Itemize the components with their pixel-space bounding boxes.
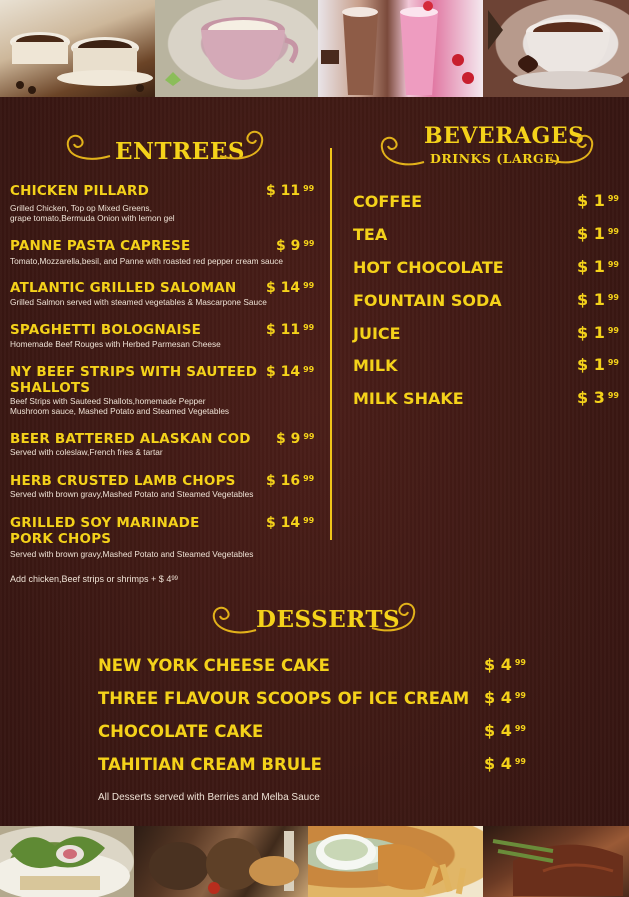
beverage-name: JUICE bbox=[353, 324, 401, 343]
column-divider bbox=[330, 148, 332, 540]
milkshakes-illustration bbox=[318, 0, 483, 97]
entree-price: $ 11 $^{99}$ bbox=[266, 322, 315, 338]
desserts-heading: DESSERTS bbox=[256, 606, 401, 633]
entree-name: NY BEEF STRIPS WITH SAUTEED SHALLOTS bbox=[10, 364, 258, 396]
beverage-price: $ 1 $^{99}$ bbox=[577, 191, 619, 210]
beverage-price: $ 1 $^{99}$ bbox=[577, 290, 619, 309]
entree-price: $ 9 $^{99}$ bbox=[276, 431, 315, 447]
addon-note: Add chicken,Beef strips or shrimps + $ $4^{99}$ bbox=[10, 574, 179, 584]
beverage-price: $ 1 $^{99}$ bbox=[577, 257, 619, 276]
dessert-price: $ 4 $^{99}$ bbox=[484, 655, 526, 674]
hot-chocolate-photo bbox=[483, 0, 629, 97]
milkshakes-photo bbox=[318, 0, 483, 97]
beverage-name: MILK bbox=[353, 356, 398, 375]
entree-name: GRILLED SOY MARINADE PORK CHOPS bbox=[10, 515, 200, 547]
entree-name: HERB CRUSTED LAMB CHOPS bbox=[10, 473, 236, 489]
beverages-heading: BEVERAGES bbox=[424, 123, 585, 149]
beverages-subheading: DRINKS (LARGE) bbox=[430, 151, 561, 166]
coffee-cups-photo bbox=[0, 0, 155, 97]
dessert-name: TAHITIAN CREAM BRULE bbox=[98, 755, 322, 774]
entree-name: SPAGHETTI BOLOGNAISE bbox=[10, 322, 202, 338]
salad-photo bbox=[0, 826, 134, 897]
entree-description: Beef Strips with Sauteed Shallots,homemade Pepper Mushroom sauce, Mashed Potato and Steamed Vegetables bbox=[10, 396, 230, 416]
dessert-name: CHOCOLATE CAKE bbox=[98, 722, 264, 741]
entrees-heading: ENTREES bbox=[115, 138, 245, 165]
milk-tea-photo bbox=[155, 0, 318, 97]
coffee-cups-illustration bbox=[0, 0, 155, 97]
dessert-price: $ 4 $^{99}$ bbox=[484, 688, 526, 707]
beverage-name: MILK SHAKE bbox=[353, 389, 464, 408]
beverage-price: $ 1 $^{99}$ bbox=[577, 355, 619, 374]
bottom-photo-strip bbox=[0, 826, 629, 897]
hot-chocolate-illustration bbox=[483, 0, 629, 97]
steak-photo bbox=[483, 826, 629, 897]
entree-description: Served with coleslaw,French fries & tartar bbox=[10, 447, 163, 457]
entree-price: $ 14 $^{99}$ bbox=[266, 364, 315, 380]
fish-and-chips-illustration bbox=[308, 826, 483, 897]
entree-description: Served with brown gravy,Mashed Potato and Steamed Vegetables bbox=[10, 549, 254, 559]
beverage-price: $ 1 $^{99}$ bbox=[577, 323, 619, 342]
entree-name: PANNE PASTA CAPRESE bbox=[10, 238, 191, 254]
dessert-price: $ 4 $^{99}$ bbox=[484, 721, 526, 740]
beverage-name: FOUNTAIN SODA bbox=[353, 291, 502, 310]
beverages-left-flourish bbox=[376, 130, 426, 170]
entree-description: Homemade Beef Rouges with Herbed Parmesan Cheese bbox=[10, 339, 221, 349]
dessert-name: THREE FLAVOUR SCOOPS OF ICE CREAM bbox=[98, 689, 470, 708]
entree-price: $ 14 $^{99}$ bbox=[266, 280, 315, 296]
desserts-note: All Desserts served with Berries and Melba Sauce bbox=[98, 792, 320, 803]
beverages-right-flourish bbox=[548, 128, 600, 168]
beverage-price: $ 1 $^{99}$ bbox=[577, 224, 619, 243]
desserts-left-flourish bbox=[206, 600, 258, 638]
entree-description: Served with brown gravy,Mashed Potato and Steamed Vegetables bbox=[10, 489, 254, 499]
salad-illustration bbox=[0, 826, 134, 897]
steak-illustration bbox=[483, 826, 629, 897]
fish-and-chips-photo bbox=[308, 826, 483, 897]
beverage-name: HOT CHOCOLATE bbox=[353, 258, 504, 277]
entrees-left-flourish bbox=[60, 128, 112, 164]
dessert-name: NEW YORK CHEESE CAKE bbox=[98, 656, 330, 675]
entree-price: $ 16 $^{99}$ bbox=[266, 473, 315, 489]
entree-description: Tomato,Mozzarella,besil, and Panne with roasted red pepper cream sauce bbox=[10, 256, 284, 266]
lamb-chops-illustration bbox=[134, 826, 308, 897]
lamb-chops-photo bbox=[134, 826, 308, 897]
entree-price: $ 9 $^{99}$ bbox=[276, 238, 315, 254]
milk-tea-illustration bbox=[155, 0, 318, 97]
entree-name: CHICKEN PILLARD bbox=[10, 183, 149, 199]
entrees-right-flourish bbox=[218, 124, 270, 164]
entree-name: BEER BATTERED ALASKAN COD bbox=[10, 431, 251, 447]
beverage-name: TEA bbox=[353, 225, 388, 244]
top-photo-strip bbox=[0, 0, 629, 97]
entree-description: Grilled Salmon served with steamed vegetables & Mascarpone Sauce bbox=[10, 297, 267, 307]
entree-price: $ 14 $^{99}$ bbox=[266, 515, 315, 531]
beverage-price: $ 3 $^{99}$ bbox=[577, 388, 619, 407]
beverage-name: COFFEE bbox=[353, 192, 423, 211]
entree-name: ATLANTIC GRILLED SALOMAN bbox=[10, 280, 237, 296]
entree-description: Grilled Chicken, Top op Mixed Greens, grape tomato,Bermuda Onion with lemon gel bbox=[10, 203, 175, 223]
desserts-right-flourish bbox=[370, 596, 422, 636]
dessert-price: $ 4 $^{99}$ bbox=[484, 754, 526, 773]
entree-price: $ 11 $^{99}$ bbox=[266, 183, 315, 199]
